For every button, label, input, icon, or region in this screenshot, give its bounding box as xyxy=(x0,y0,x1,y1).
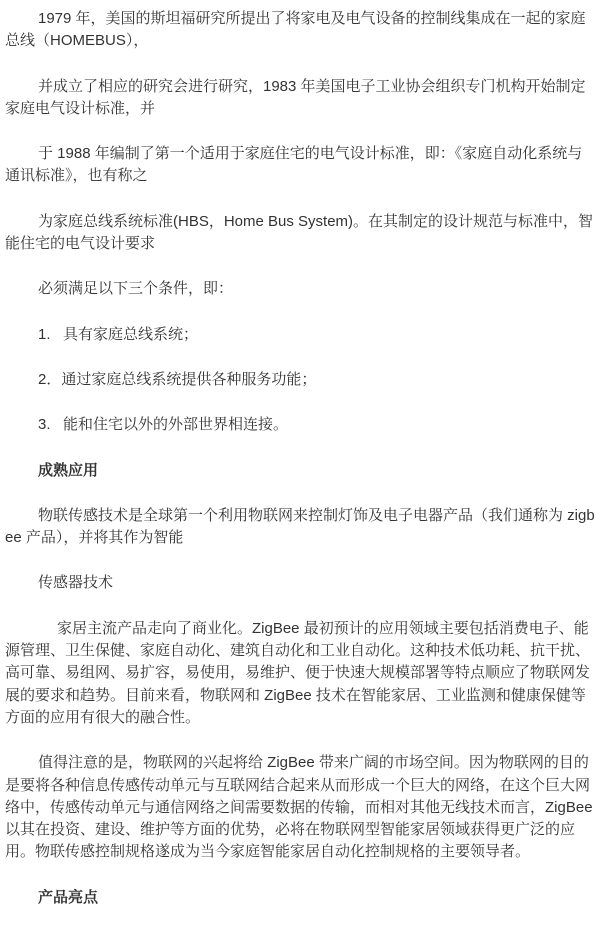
list-item-2: 2．通过家庭总线系统提供各种服务功能； xyxy=(38,370,317,388)
paragraph-hbs-standard: 为家庭总线系统标准(HBS，Home Bus System)。在其制定的设计规范与标准中，智能住宅的电气设计要求 xyxy=(5,212,594,253)
section-heading-mature-applications: 成熟应用 xyxy=(38,461,99,479)
paragraph-wulian-sensor-tech: 物联传感技术是全球第一个利用物联网来控制灯饰及电子电器产品（我们通称为 zigbee 产品），并将其作为智能 xyxy=(5,506,595,547)
paragraph-zigbee-application-areas: 家居主流产品走向了商业化。ZigBee 最初预计的应用领域主要包括消费电子、能源管理、卫生保健、家庭自动化、建筑自动化和工业自动化。这种技术低功耗、抗干扰、高可靠、易组网、易扩容，易使用，易维护、便于快速大规模部署等特点顺应了物联网发展的要求和趋势。目前来看，物联网和 ZigBee 技术在智能家居、工业监测和健康保健等方面的应用有很大的融合性。 xyxy=(5,619,591,726)
paragraph-homebus-origin: 1979 年，美国的斯坦福研究所提出了将家电及电气设备的控制线集成在一起的家庭总线（HOMEBUS）， xyxy=(5,10,586,50)
paragraph-iot-market-space: 值得注意的是，物联网的兴起将给 ZigBee 带来广阔的市场空间。因为物联网的目的是要将各种信息传感传动单元与互联网结合起来从而形成一个巨大的网络，在这个巨大网络中，传感传动单元与通信网络之间需要数据的传输，而相对其他无线技术而言，ZigBee 以其在投资、建设、维护等方面的优势，必将在物联网型智能家居领域获得更广泛的应用。物联传感控制规格遂成为当今家庭智能家居自动化控制规格的主要领导者。 xyxy=(5,754,597,861)
section-heading-product-highlights: 产品亮点 xyxy=(38,888,99,906)
list-item-3: 3. 能和住宅以外的外部世界相连接。 xyxy=(38,416,289,434)
paragraph-sensor-technology: 传感器技术 xyxy=(38,574,114,592)
paragraph-1988-standard: 于 1988 年编制了第一个适用于家庭住宅的电气设计标准，即：《家庭自动化系统与通讯标准》，也有称之 xyxy=(5,145,583,185)
paragraph-three-conditions-intro: 必须满足以下三个条件，即： xyxy=(38,280,234,298)
paragraph-research-society: 并成立了相应的研究会进行研究，1983 年美国电子工业协会组织专门机构开始制定家庭电气设计标准，并 xyxy=(5,77,586,117)
list-item-1: 1. 具有家庭总线系统； xyxy=(38,325,199,343)
